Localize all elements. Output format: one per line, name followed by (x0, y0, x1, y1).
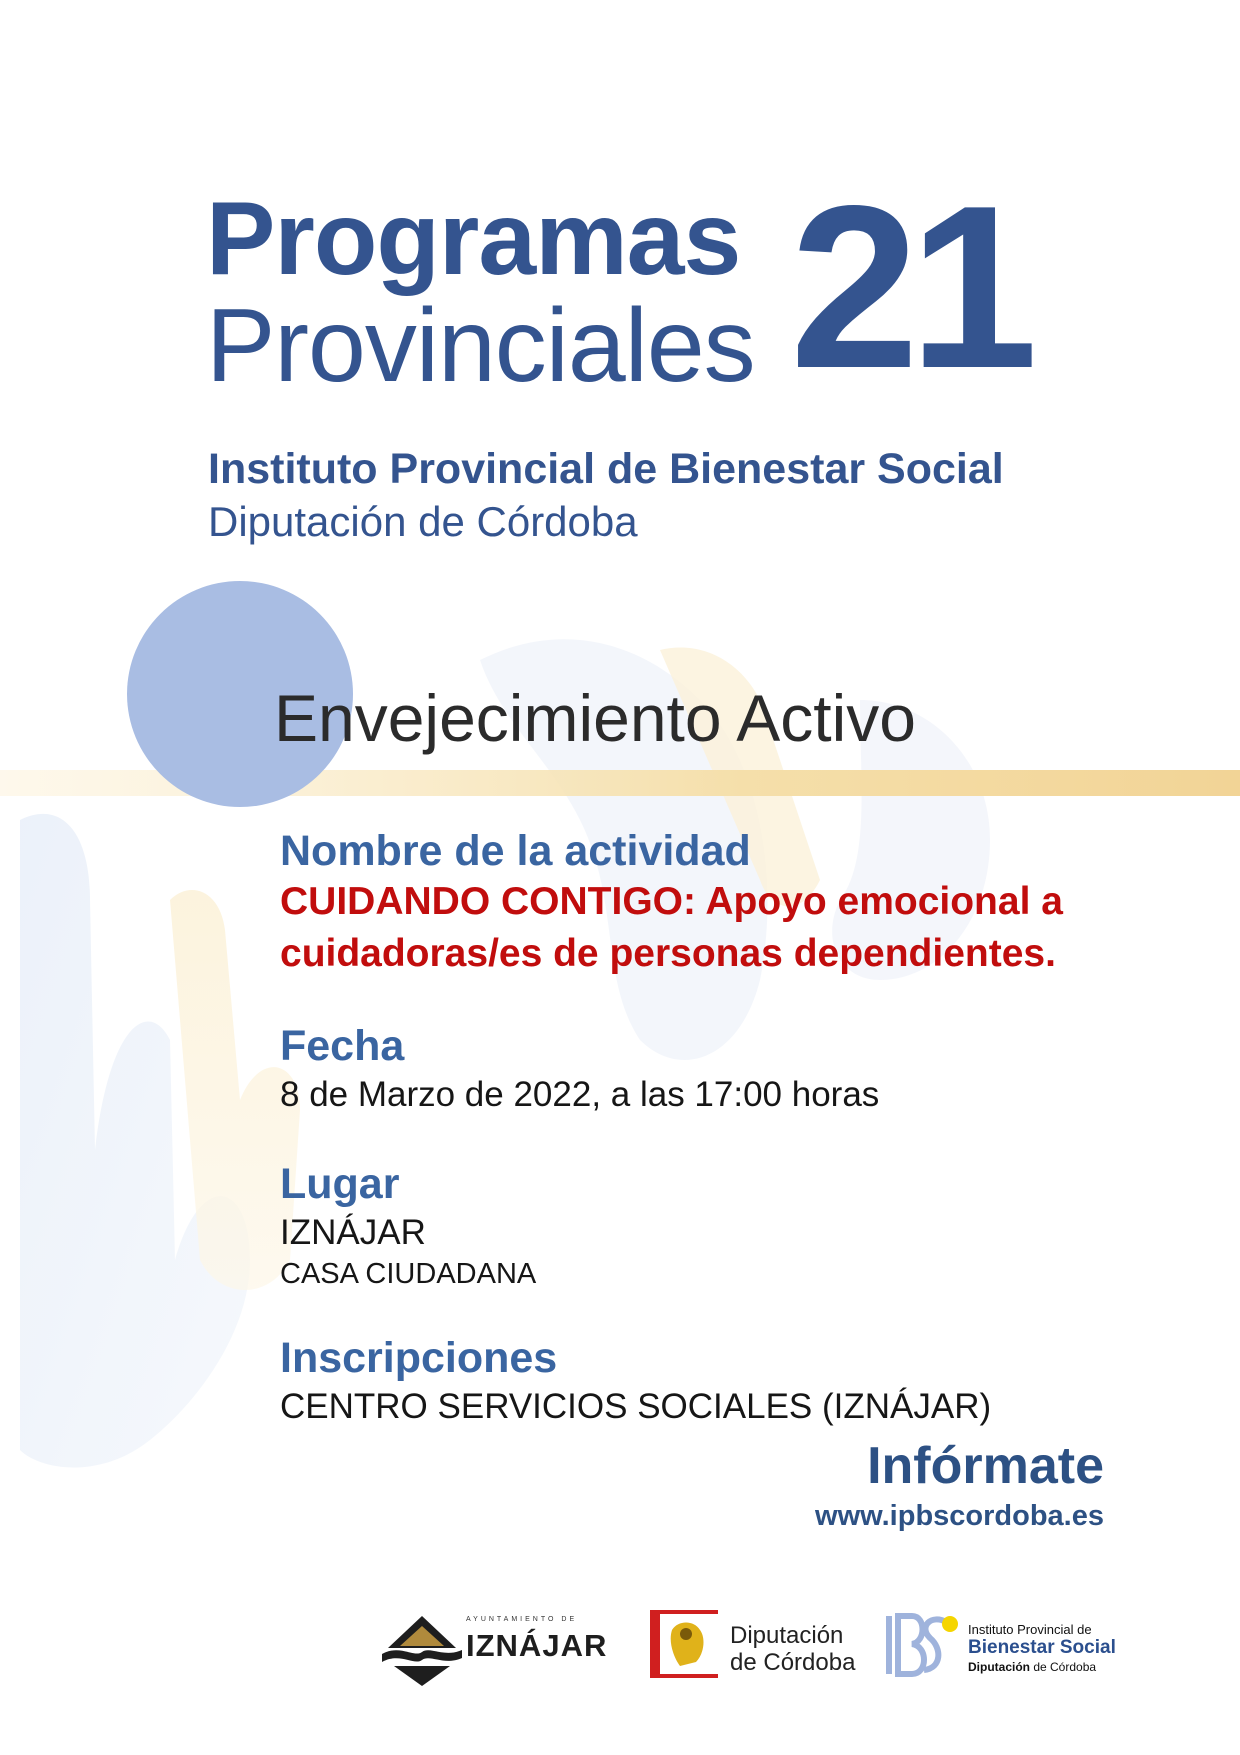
ibs-logo (884, 1608, 1124, 1680)
place-town: IZNÁJAR (280, 1213, 426, 1252)
date-label: Fecha (280, 1022, 405, 1070)
header-programas: Programas (206, 181, 741, 297)
ibs-logo-line3 (968, 1660, 1096, 1674)
activity-title-line2: cuidadoras/es de personas dependientes. (280, 932, 1056, 975)
institute-name: Instituto Provincial de Bienestar Social (208, 445, 1004, 493)
header-number: 21 (790, 158, 1029, 417)
ibs-logo-line2: Bienestar Social (968, 1637, 1116, 1658)
registration-label: Inscripciones (280, 1334, 558, 1382)
ibs-logo-line3-bold: Diputación (968, 1660, 1030, 1674)
registration-value: CENTRO SERVICIOS SOCIALES (IZNÁJAR) (280, 1387, 992, 1426)
diputacion-logo-line2: de Córdoba (730, 1649, 856, 1676)
diputacion-name: Diputación de Córdoba (208, 498, 638, 545)
informate-title: Infórmate (867, 1437, 1104, 1495)
activity-label: Nombre de la actividad (280, 827, 751, 875)
iznajar-logo-name: IZNÁJAR (466, 1628, 608, 1663)
iznajar-emblem-icon (380, 1614, 464, 1688)
date-value: 8 de Marzo de 2022, a las 17:00 horas (280, 1075, 880, 1114)
iznajar-logo-caption: AYUNTAMIENTO DE (466, 1616, 578, 1623)
website-link[interactable]: www.ipbscordoba.es (815, 1500, 1104, 1532)
diputacion-lion-icon (650, 1610, 718, 1678)
section-title: Envejecimiento Activo (274, 681, 916, 755)
diputacion-logo (650, 1610, 870, 1680)
iznajar-logo (380, 1608, 620, 1688)
activity-title-line1: CUIDANDO CONTIGO: Apoyo emocional a (280, 880, 1063, 923)
ibs-monogram-icon (884, 1612, 964, 1678)
place-label: Lugar (280, 1160, 400, 1208)
place-venue: CASA CIUDADANA (280, 1258, 537, 1290)
ibs-logo-line3-rest: de Córdoba (1030, 1660, 1097, 1674)
diputacion-logo-line1: Diputación (730, 1622, 844, 1649)
ibs-logo-line1: Instituto Provincial de (968, 1622, 1092, 1637)
header-provinciales: Provinciales (206, 288, 755, 404)
